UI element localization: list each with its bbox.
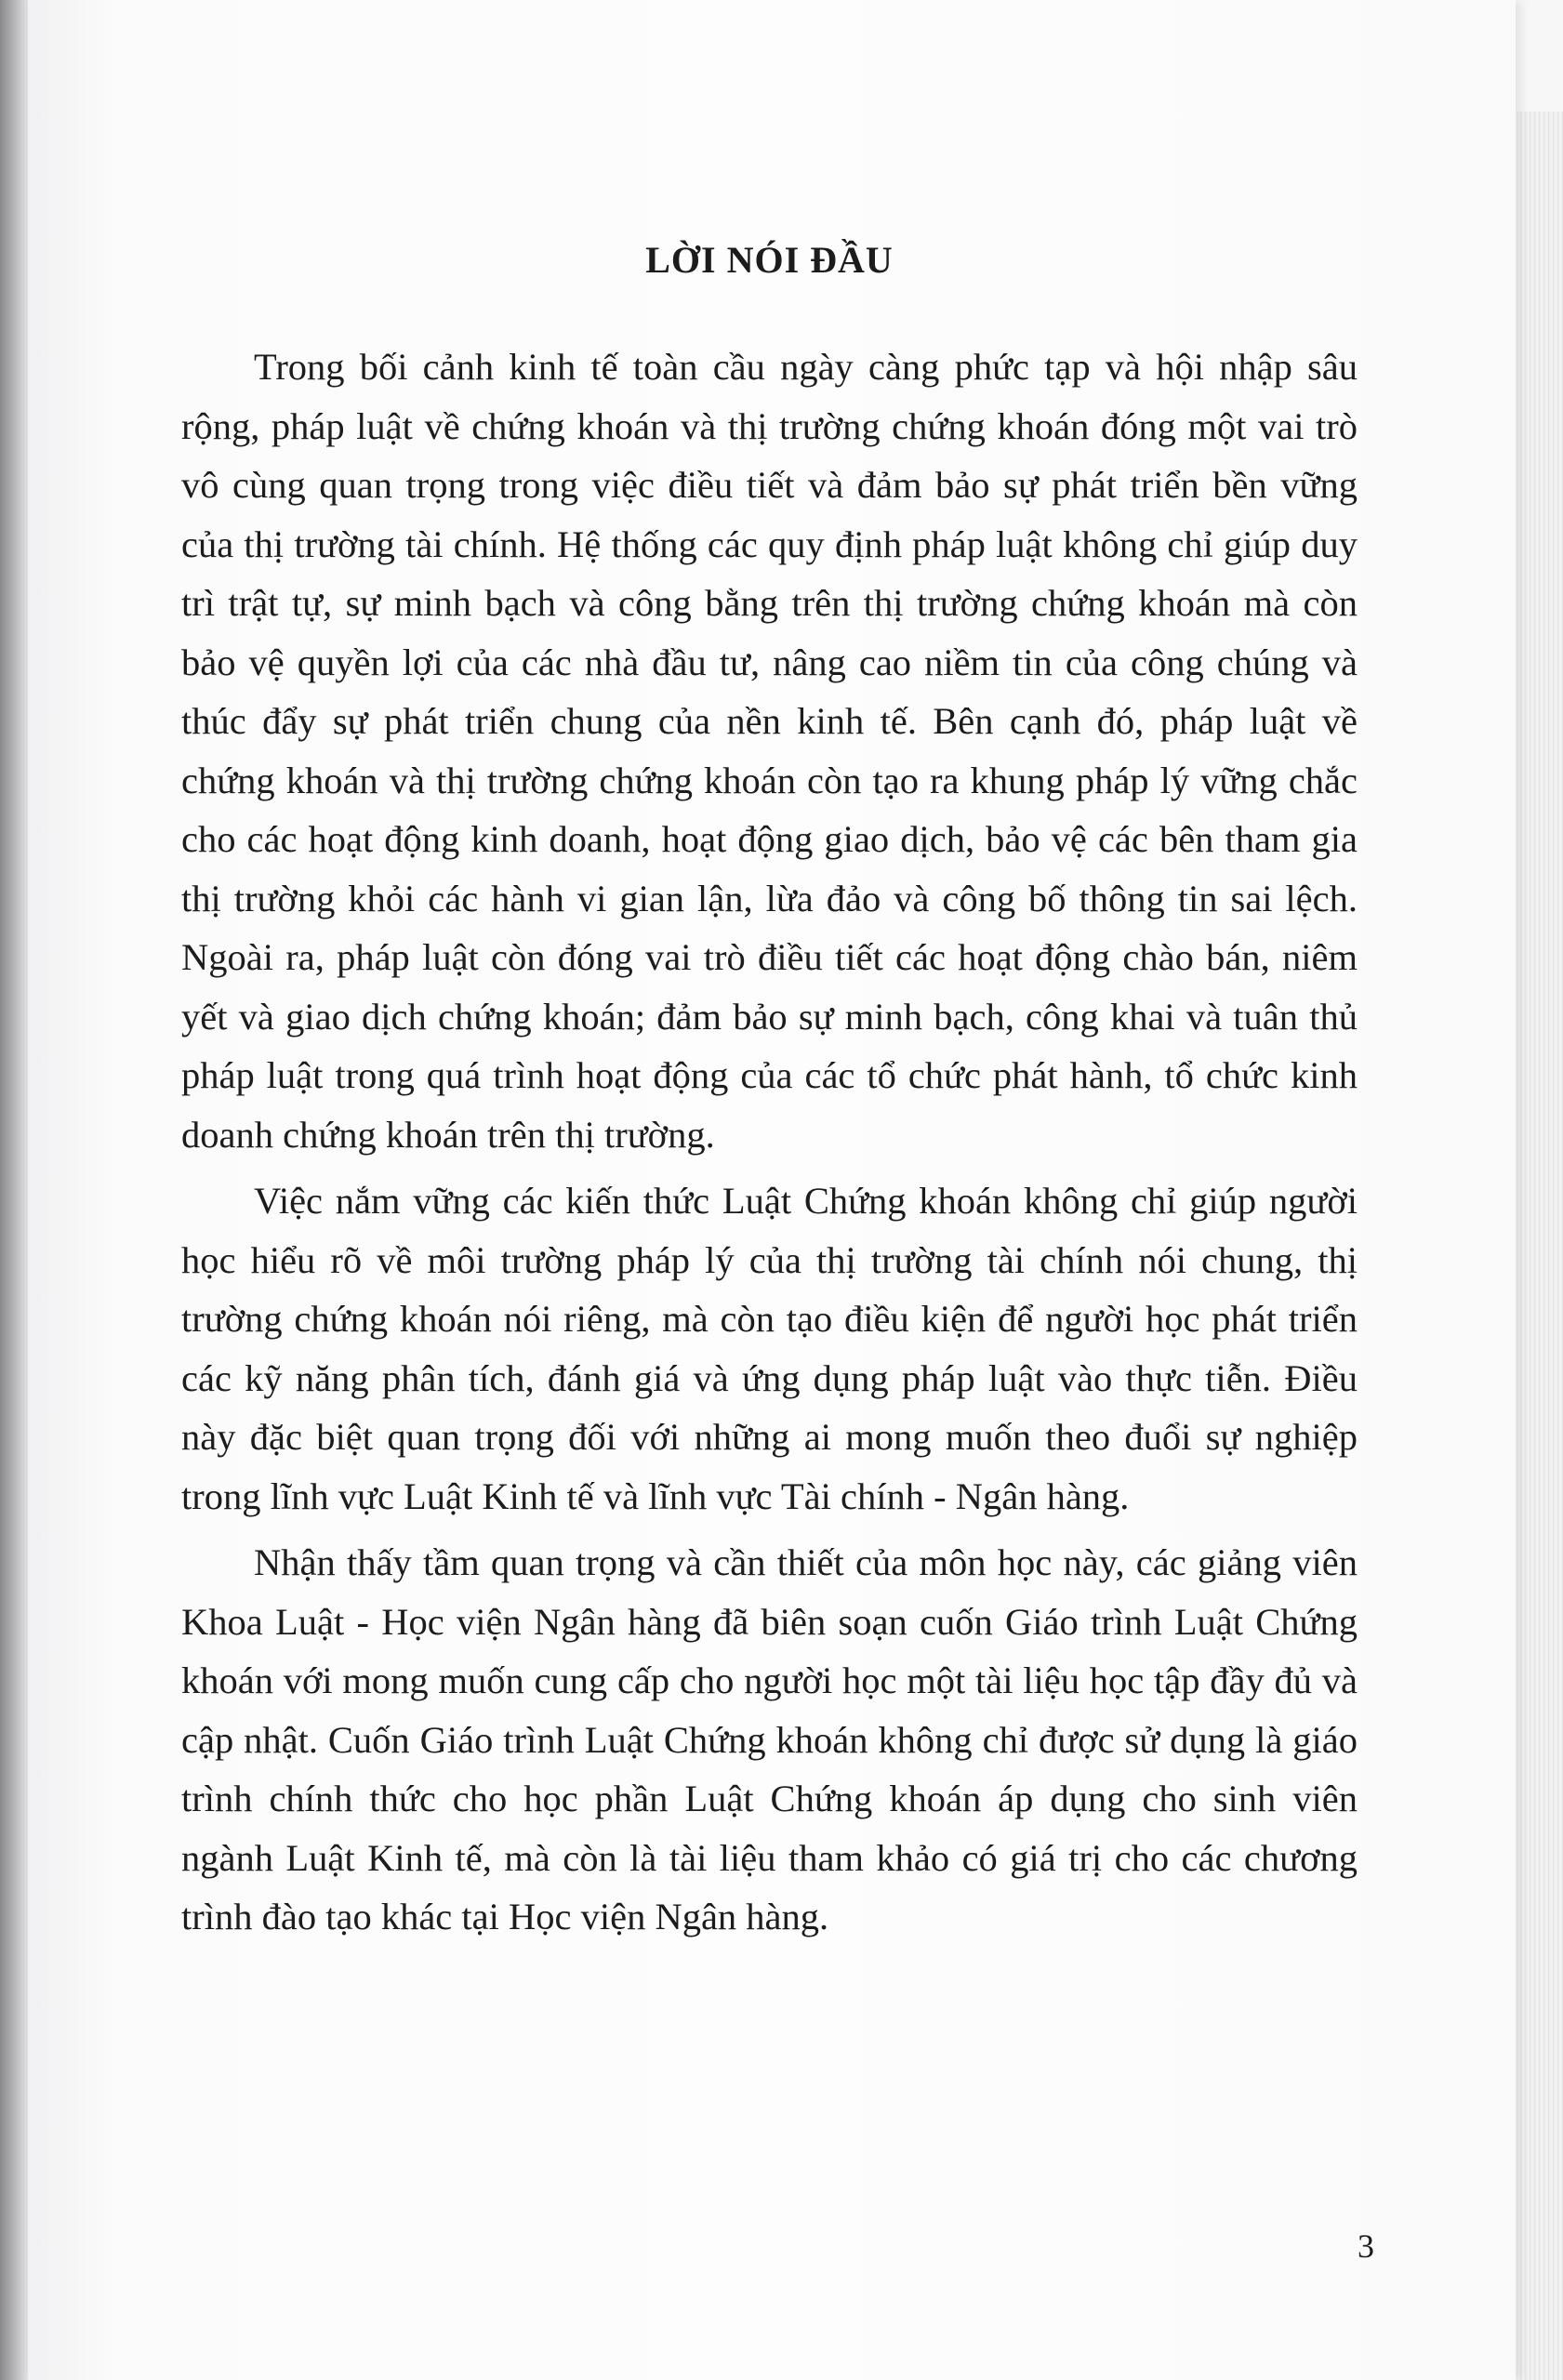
book-page <box>28 0 1516 2380</box>
page-content <box>181 237 1358 1954</box>
page-title: LỜI NÓI ĐẦU <box>645 239 894 281</box>
paragraph-1: Trong bối cảnh kinh tế toàn cầu ngày càng phức tạp và hội nhập sâu rộng, pháp luật về chứng khoán và thị trường chứng khoán đóng một vai trò vô cùng quan trọng trong việc điều tiết và đảm bảo sự phát triển bền vững của thị trường tài chính. Hệ thống các quy định pháp luật không chỉ giúp duy trì trật tự, sự minh bạch và công bằng trên thị trường chứng khoán mà còn bảo vệ quyền lợi của các nhà đầu tư, nâng cao niềm tin của công chúng và thúc đẩy sự phát triển chung của nền kinh tế. Bên cạnh đó, pháp luật về chứng khoán và thị trường chứng khoán còn tạo ra khung pháp lý vững chắc cho các hoạt động kinh doanh, hoạt động giao dịch, bảo vệ các bên tham gia thị trường khỏi các hành vi gian lận, lừa đảo và công bố thông tin sai lệch. Ngoài ra, pháp luật còn đóng vai trò điều tiết các hoạt động chào bán, niêm yết và giao dịch chứng khoán; đảm bảo sự minh bạch, công khai và tuân thủ pháp luật trong quá trình hoạt động của các tổ chức phát hành, tổ chức kinh doanh chứng khoán trên thị trường. <box>181 346 1358 1156</box>
page-edges <box>1517 112 1563 2380</box>
paragraph-3: Nhận thấy tầm quan trọng và cần thiết của môn học này, các giảng viên Khoa Luật - Học viện Ngân hàng đã biên soạn cuốn Giáo trình Luật Chứng khoán với mong muốn cung cấp cho người học một tài liệu học tập đầy đủ và cập nhật. Cuốn Giáo trình Luật Chứng khoán không chỉ được sử dụng là giáo trình chính thức cho học phần Luật Chứng khoán áp dụng cho sinh viên ngành Luật Kinh tế, mà còn là tài liệu tham khảo có giá trị cho các chương trình đào tạo khác tại Học viện Ngân hàng. <box>181 1541 1358 1937</box>
paragraph-2: Việc nắm vững các kiến thức Luật Chứng khoán không chỉ giúp người học hiểu rõ về môi trường pháp lý của thị trường tài chính nói chung, thị trường chứng khoán nói riêng, mà còn tạo điều kiện để người học phát triển các kỹ năng phân tích, đánh giá và ứng dụng pháp luật vào thực tiễn. Điều này đặc biệt quan trọng đối với những ai mong muốn theo đuổi sự nghiệp trong lĩnh vực Luật Kinh tế và lĩnh vực Tài chính - Ngân hàng. <box>181 1180 1358 1517</box>
book-binding-shadow <box>0 0 28 2380</box>
page-number: 3 <box>1358 2228 1374 2265</box>
